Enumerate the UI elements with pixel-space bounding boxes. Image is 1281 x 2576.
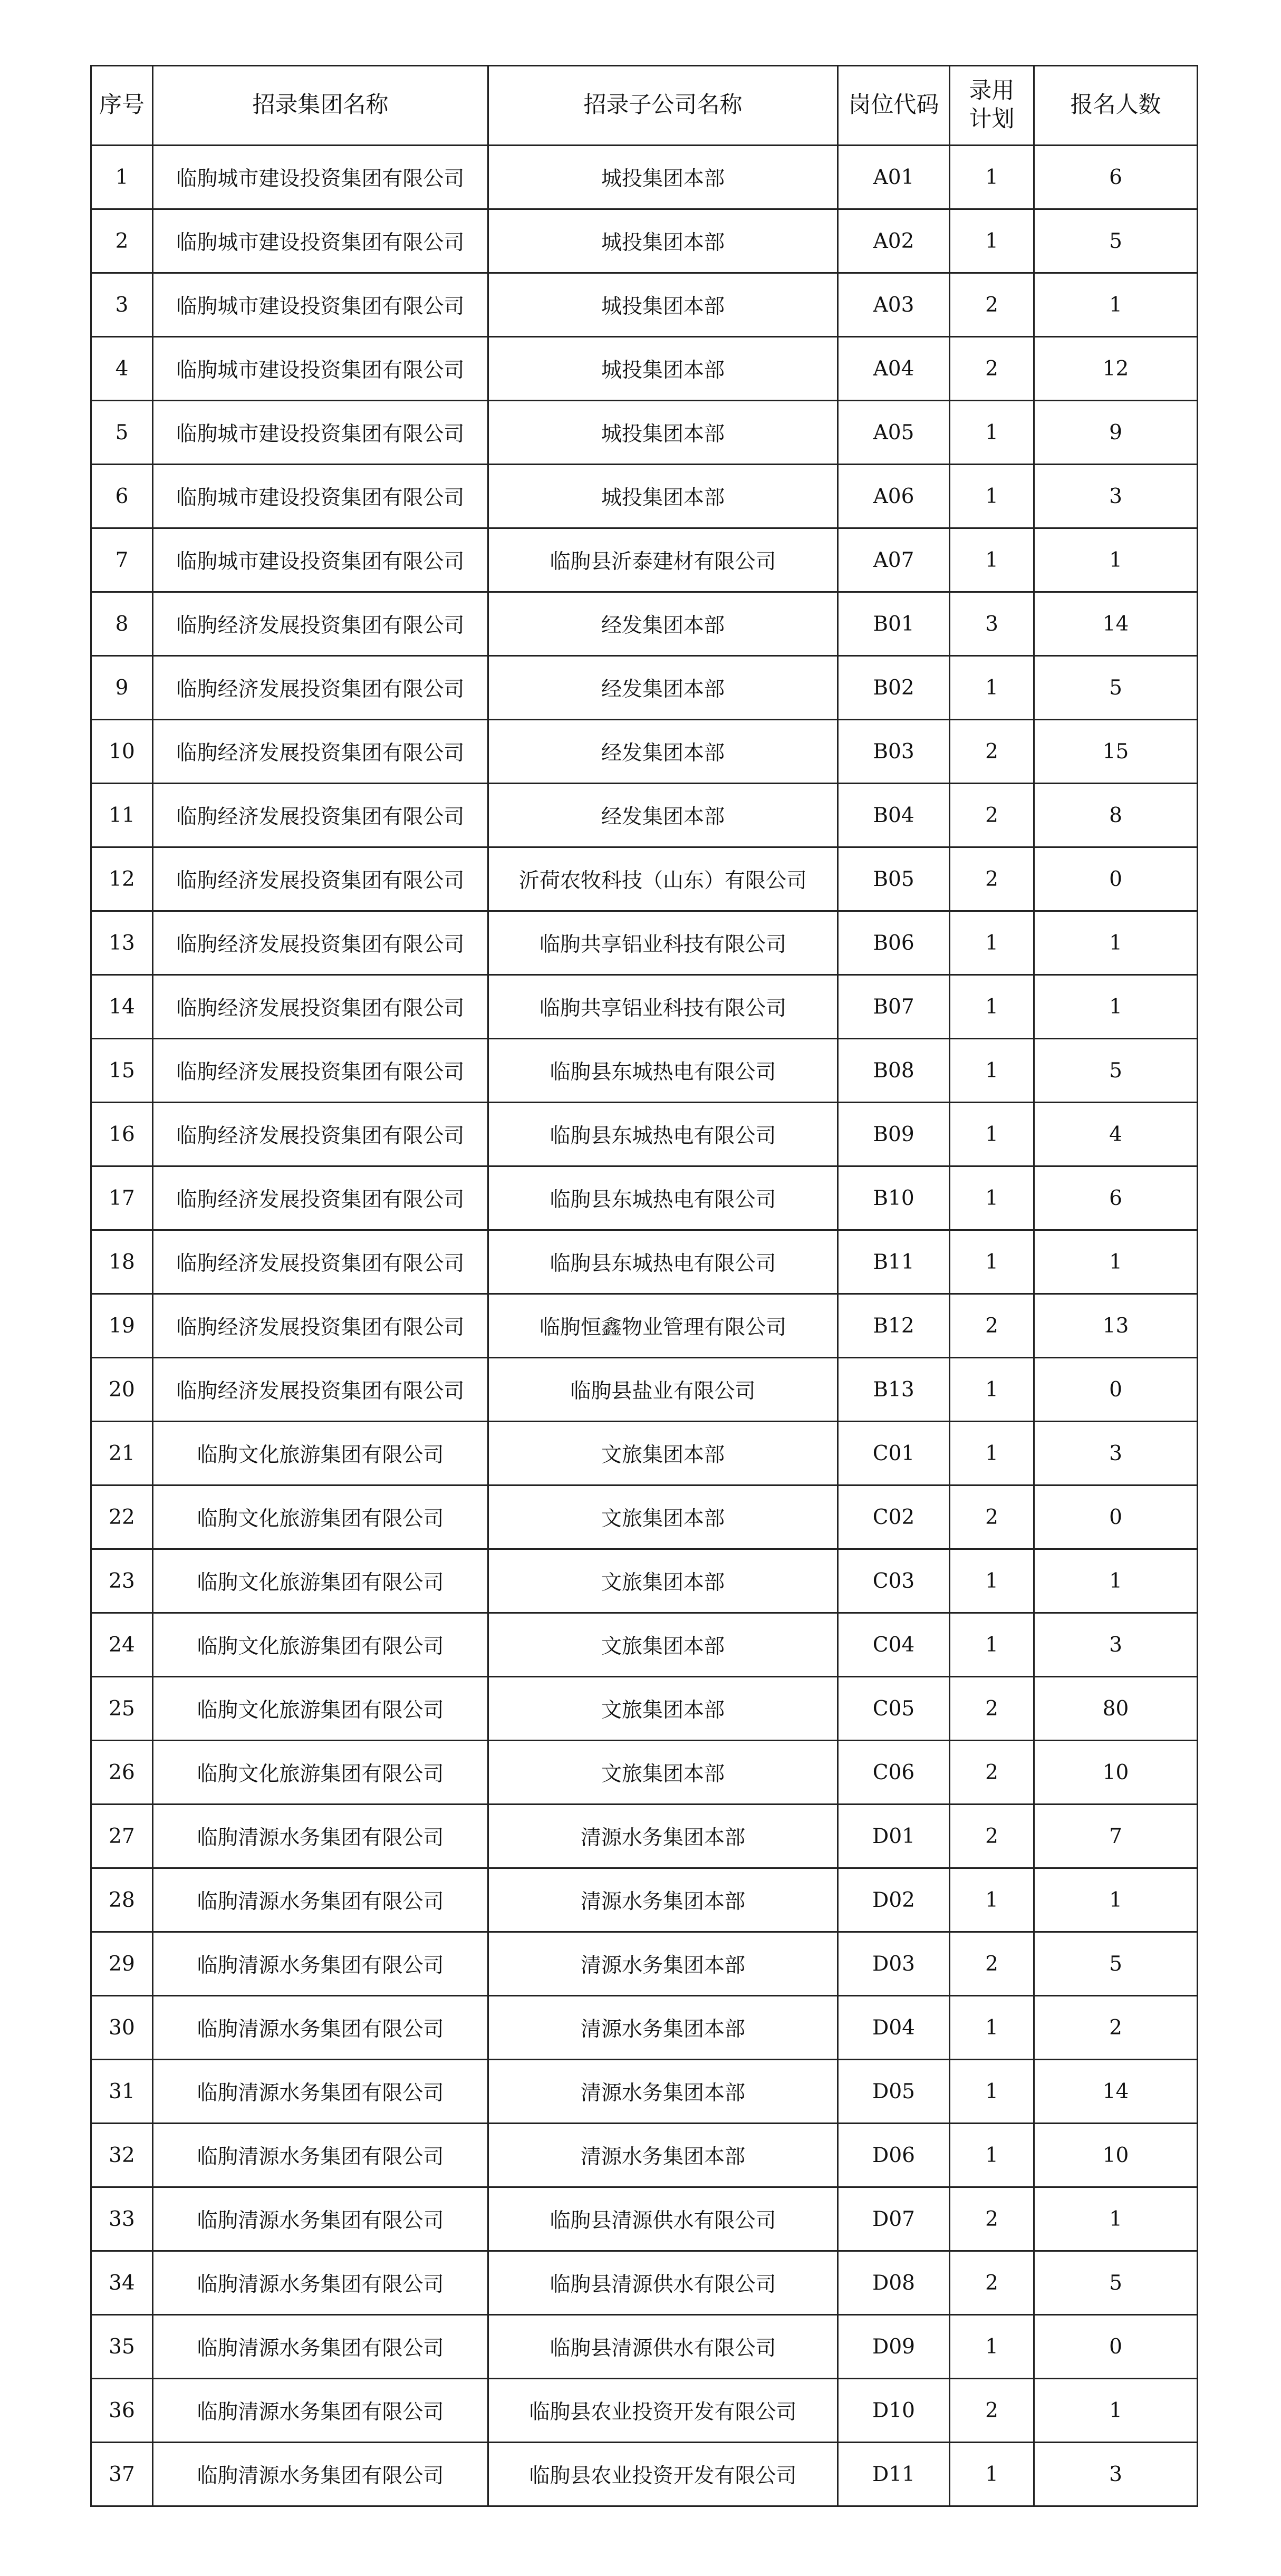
cell-code: B10 (838, 1166, 950, 1230)
cell-subsidiary: 城投集团本部 (488, 273, 838, 337)
cell-seq: 35 (91, 2315, 153, 2379)
cell-seq: 7 (91, 528, 153, 592)
cell-subsidiary: 临朐县东城热电有限公司 (488, 1103, 838, 1166)
header-subsidiary: 招录子公司名称 (488, 66, 838, 146)
cell-applicants: 80 (1034, 1677, 1198, 1741)
cell-plan: 1 (950, 1613, 1034, 1677)
cell-code: A04 (838, 337, 950, 401)
cell-plan: 1 (950, 656, 1034, 720)
cell-group: 临朐清源水务集团有限公司 (153, 1868, 488, 1932)
cell-group: 临朐清源水务集团有限公司 (153, 2187, 488, 2251)
cell-subsidiary: 临朐共享铝业科技有限公司 (488, 975, 838, 1039)
cell-subsidiary: 临朐县盐业有限公司 (488, 1358, 838, 1422)
cell-code: B11 (838, 1230, 950, 1294)
table-row (91, 2443, 1198, 2506)
table-row (91, 465, 1198, 528)
cell-code: D03 (838, 1932, 950, 1996)
cell-code: A07 (838, 528, 950, 592)
cell-code: B12 (838, 1294, 950, 1358)
cell-group: 临朐清源水务集团有限公司 (153, 2315, 488, 2379)
table-row (91, 1103, 1198, 1166)
cell-applicants: 12 (1034, 337, 1198, 401)
cell-code: B01 (838, 592, 950, 656)
table-header (91, 66, 1198, 146)
cell-plan: 2 (950, 1741, 1034, 1805)
cell-group: 临朐文化旅游集团有限公司 (153, 1422, 488, 1485)
cell-seq: 32 (91, 2124, 153, 2187)
cell-seq: 31 (91, 2060, 153, 2124)
table-row (91, 592, 1198, 656)
table-row (91, 1932, 1198, 1996)
cell-code: D02 (838, 1868, 950, 1932)
cell-plan: 1 (950, 1422, 1034, 1485)
cell-group: 临朐经济发展投资集团有限公司 (153, 1039, 488, 1103)
cell-code: B03 (838, 720, 950, 784)
cell-seq: 17 (91, 1166, 153, 1230)
cell-plan: 2 (950, 1485, 1034, 1549)
cell-plan: 2 (950, 2251, 1034, 2315)
table-row (91, 1868, 1198, 1932)
cell-subsidiary: 文旅集团本部 (488, 1613, 838, 1677)
table-row (91, 847, 1198, 911)
cell-subsidiary: 清源水务集团本部 (488, 1868, 838, 1932)
cell-seq: 14 (91, 975, 153, 1039)
cell-applicants: 1 (1034, 2187, 1198, 2251)
cell-subsidiary: 城投集团本部 (488, 146, 838, 209)
cell-subsidiary: 城投集团本部 (488, 401, 838, 465)
cell-seq: 9 (91, 656, 153, 720)
cell-subsidiary: 清源水务集团本部 (488, 2060, 838, 2124)
cell-group: 临朐经济发展投资集团有限公司 (153, 975, 488, 1039)
cell-group: 临朐经济发展投资集团有限公司 (153, 911, 488, 975)
table-row (91, 656, 1198, 720)
table-row (91, 528, 1198, 592)
cell-seq: 24 (91, 1613, 153, 1677)
cell-plan: 1 (950, 465, 1034, 528)
cell-group: 临朐城市建设投资集团有限公司 (153, 209, 488, 273)
cell-group: 临朐城市建设投资集团有限公司 (153, 337, 488, 401)
cell-group: 临朐清源水务集团有限公司 (153, 1932, 488, 1996)
table-row (91, 784, 1198, 847)
cell-subsidiary: 城投集团本部 (488, 465, 838, 528)
cell-plan: 2 (950, 2379, 1034, 2443)
cell-group: 临朐经济发展投资集团有限公司 (153, 1103, 488, 1166)
table-row (91, 1485, 1198, 1549)
cell-applicants: 10 (1034, 2124, 1198, 2187)
cell-group: 临朐城市建设投资集团有限公司 (153, 528, 488, 592)
cell-code: C04 (838, 1613, 950, 1677)
cell-seq: 15 (91, 1039, 153, 1103)
cell-code: A03 (838, 273, 950, 337)
cell-seq: 33 (91, 2187, 153, 2251)
cell-group: 临朐清源水务集团有限公司 (153, 2060, 488, 2124)
table-row (91, 1805, 1198, 1868)
cell-applicants: 1 (1034, 911, 1198, 975)
cell-seq: 21 (91, 1422, 153, 1485)
cell-group: 临朐经济发展投资集团有限公司 (153, 592, 488, 656)
cell-applicants: 1 (1034, 273, 1198, 337)
cell-code: B06 (838, 911, 950, 975)
cell-subsidiary: 文旅集团本部 (488, 1485, 838, 1549)
cell-code: B09 (838, 1103, 950, 1166)
cell-plan: 1 (950, 975, 1034, 1039)
header-group: 招录集团名称 (153, 66, 488, 146)
cell-group: 临朐清源水务集团有限公司 (153, 2443, 488, 2506)
cell-code: D10 (838, 2379, 950, 2443)
header-plan-line1: 录用 (969, 78, 1015, 104)
table-row (91, 2060, 1198, 2124)
cell-plan: 1 (950, 146, 1034, 209)
cell-plan: 1 (950, 1166, 1034, 1230)
cell-group: 临朐文化旅游集团有限公司 (153, 1741, 488, 1805)
cell-plan: 1 (950, 1358, 1034, 1422)
cell-code: A05 (838, 401, 950, 465)
cell-applicants: 1 (1034, 1230, 1198, 1294)
cell-plan: 2 (950, 273, 1034, 337)
cell-plan: 1 (950, 1103, 1034, 1166)
cell-applicants: 15 (1034, 720, 1198, 784)
cell-group: 临朐城市建设投资集团有限公司 (153, 146, 488, 209)
cell-seq: 26 (91, 1741, 153, 1805)
cell-code: D01 (838, 1805, 950, 1868)
cell-seq: 13 (91, 911, 153, 975)
cell-group: 临朐经济发展投资集团有限公司 (153, 847, 488, 911)
cell-applicants: 14 (1034, 592, 1198, 656)
cell-plan: 1 (950, 2443, 1034, 2506)
table-row (91, 146, 1198, 209)
cell-plan: 1 (950, 1230, 1034, 1294)
cell-applicants: 0 (1034, 2315, 1198, 2379)
cell-plan: 1 (950, 2060, 1034, 2124)
cell-seq: 3 (91, 273, 153, 337)
cell-subsidiary: 临朐县清源供水有限公司 (488, 2315, 838, 2379)
cell-code: B13 (838, 1358, 950, 1422)
table-row (91, 911, 1198, 975)
cell-plan: 1 (950, 1868, 1034, 1932)
cell-plan: 1 (950, 209, 1034, 273)
cell-plan: 2 (950, 784, 1034, 847)
cell-subsidiary: 临朐县东城热电有限公司 (488, 1166, 838, 1230)
table-row (91, 401, 1198, 465)
cell-seq: 29 (91, 1932, 153, 1996)
cell-subsidiary: 清源水务集团本部 (488, 1932, 838, 1996)
header-row (91, 66, 1198, 146)
cell-group: 临朐清源水务集团有限公司 (153, 2251, 488, 2315)
cell-subsidiary: 沂荷农牧科技（山东）有限公司 (488, 847, 838, 911)
table-row (91, 1549, 1198, 1613)
cell-applicants: 6 (1034, 1166, 1198, 1230)
cell-applicants: 1 (1034, 1549, 1198, 1613)
cell-seq: 37 (91, 2443, 153, 2506)
table-row (91, 1294, 1198, 1358)
cell-code: C05 (838, 1677, 950, 1741)
cell-applicants: 6 (1034, 146, 1198, 209)
cell-group: 临朐城市建设投资集团有限公司 (153, 401, 488, 465)
cell-seq: 36 (91, 2379, 153, 2443)
cell-subsidiary: 经发集团本部 (488, 720, 838, 784)
cell-applicants: 3 (1034, 465, 1198, 528)
cell-code: C02 (838, 1485, 950, 1549)
cell-plan: 1 (950, 401, 1034, 465)
table-row (91, 209, 1198, 273)
cell-subsidiary: 清源水务集团本部 (488, 1996, 838, 2060)
cell-subsidiary: 城投集团本部 (488, 337, 838, 401)
cell-applicants: 13 (1034, 1294, 1198, 1358)
cell-code: A06 (838, 465, 950, 528)
cell-seq: 4 (91, 337, 153, 401)
cell-applicants: 5 (1034, 209, 1198, 273)
cell-group: 临朐清源水务集团有限公司 (153, 2124, 488, 2187)
table-row (91, 273, 1198, 337)
header-code: 岗位代码 (838, 66, 950, 146)
cell-code: C01 (838, 1422, 950, 1485)
cell-subsidiary: 临朐县农业投资开发有限公司 (488, 2379, 838, 2443)
cell-applicants: 3 (1034, 2443, 1198, 2506)
cell-seq: 22 (91, 1485, 153, 1549)
cell-applicants: 5 (1034, 2251, 1198, 2315)
table-row (91, 1613, 1198, 1677)
cell-code: D07 (838, 2187, 950, 2251)
cell-applicants: 0 (1034, 1485, 1198, 1549)
cell-applicants: 2 (1034, 1996, 1198, 2060)
cell-code: D06 (838, 2124, 950, 2187)
cell-subsidiary: 文旅集团本部 (488, 1422, 838, 1485)
cell-plan: 2 (950, 720, 1034, 784)
cell-group: 临朐清源水务集团有限公司 (153, 2379, 488, 2443)
table-row (91, 1996, 1198, 2060)
cell-applicants: 8 (1034, 784, 1198, 847)
cell-seq: 11 (91, 784, 153, 847)
cell-group: 临朐文化旅游集团有限公司 (153, 1485, 488, 1549)
cell-plan: 2 (950, 337, 1034, 401)
cell-plan: 2 (950, 1677, 1034, 1741)
table-row (91, 1358, 1198, 1422)
table-row (91, 1230, 1198, 1294)
table-row (91, 2251, 1198, 2315)
cell-group: 临朐文化旅游集团有限公司 (153, 1677, 488, 1741)
cell-applicants: 7 (1034, 1805, 1198, 1868)
cell-applicants: 4 (1034, 1103, 1198, 1166)
cell-code: C03 (838, 1549, 950, 1613)
cell-code: C06 (838, 1741, 950, 1805)
cell-seq: 16 (91, 1103, 153, 1166)
cell-plan: 1 (950, 528, 1034, 592)
cell-code: A01 (838, 146, 950, 209)
cell-subsidiary: 城投集团本部 (488, 209, 838, 273)
cell-code: D04 (838, 1996, 950, 2060)
cell-subsidiary: 经发集团本部 (488, 784, 838, 847)
cell-subsidiary: 文旅集团本部 (488, 1677, 838, 1741)
cell-group: 临朐经济发展投资集团有限公司 (153, 784, 488, 847)
cell-seq: 18 (91, 1230, 153, 1294)
cell-code: A02 (838, 209, 950, 273)
cell-subsidiary: 清源水务集团本部 (488, 1805, 838, 1868)
cell-plan: 3 (950, 592, 1034, 656)
header-plan-line2: 计划 (969, 106, 1015, 132)
cell-code: D08 (838, 2251, 950, 2315)
table-row (91, 2124, 1198, 2187)
cell-plan: 2 (950, 1932, 1034, 1996)
table-row (91, 1039, 1198, 1103)
cell-seq: 20 (91, 1358, 153, 1422)
cell-seq: 25 (91, 1677, 153, 1741)
cell-applicants: 5 (1034, 656, 1198, 720)
cell-subsidiary: 临朐县农业投资开发有限公司 (488, 2443, 838, 2506)
cell-seq: 5 (91, 401, 153, 465)
cell-seq: 19 (91, 1294, 153, 1358)
cell-group: 临朐清源水务集团有限公司 (153, 1996, 488, 2060)
cell-seq: 23 (91, 1549, 153, 1613)
table-row (91, 1422, 1198, 1485)
cell-subsidiary: 经发集团本部 (488, 656, 838, 720)
cell-applicants: 0 (1034, 1358, 1198, 1422)
cell-subsidiary: 临朐恒鑫物业管理有限公司 (488, 1294, 838, 1358)
cell-applicants: 1 (1034, 528, 1198, 592)
cell-applicants: 10 (1034, 1741, 1198, 1805)
cell-group: 临朐经济发展投资集团有限公司 (153, 1358, 488, 1422)
cell-seq: 27 (91, 1805, 153, 1868)
cell-applicants: 1 (1034, 2379, 1198, 2443)
cell-plan: 1 (950, 1549, 1034, 1613)
cell-group: 临朐城市建设投资集团有限公司 (153, 465, 488, 528)
cell-subsidiary: 临朐县清源供水有限公司 (488, 2187, 838, 2251)
table-row (91, 2187, 1198, 2251)
cell-group: 临朐经济发展投资集团有限公司 (153, 720, 488, 784)
table-row (91, 1166, 1198, 1230)
cell-group: 临朐经济发展投资集团有限公司 (153, 1230, 488, 1294)
cell-group: 临朐文化旅游集团有限公司 (153, 1549, 488, 1613)
table-row (91, 975, 1198, 1039)
cell-subsidiary: 清源水务集团本部 (488, 2124, 838, 2187)
cell-code: B04 (838, 784, 950, 847)
cell-applicants: 1 (1034, 975, 1198, 1039)
cell-plan: 1 (950, 2124, 1034, 2187)
cell-group: 临朐经济发展投资集团有限公司 (153, 656, 488, 720)
table-row (91, 1741, 1198, 1805)
cell-applicants: 5 (1034, 1932, 1198, 1996)
header-plan (950, 66, 1034, 146)
header-applicants: 报名人数 (1034, 66, 1198, 146)
cell-subsidiary: 经发集团本部 (488, 592, 838, 656)
cell-code: B02 (838, 656, 950, 720)
cell-subsidiary: 文旅集团本部 (488, 1741, 838, 1805)
cell-plan: 2 (950, 1805, 1034, 1868)
cell-plan: 2 (950, 847, 1034, 911)
cell-plan: 1 (950, 911, 1034, 975)
cell-code: D09 (838, 2315, 950, 2379)
cell-group: 临朐清源水务集团有限公司 (153, 1805, 488, 1868)
cell-plan: 1 (950, 1996, 1034, 2060)
cell-group: 临朐经济发展投资集团有限公司 (153, 1294, 488, 1358)
cell-code: D05 (838, 2060, 950, 2124)
cell-code: B07 (838, 975, 950, 1039)
cell-applicants: 3 (1034, 1422, 1198, 1485)
cell-plan: 1 (950, 1039, 1034, 1103)
cell-subsidiary: 临朐县东城热电有限公司 (488, 1039, 838, 1103)
table-row (91, 1677, 1198, 1741)
cell-seq: 6 (91, 465, 153, 528)
cell-plan: 2 (950, 2187, 1034, 2251)
cell-seq: 12 (91, 847, 153, 911)
cell-applicants: 5 (1034, 1039, 1198, 1103)
cell-seq: 8 (91, 592, 153, 656)
table-row (91, 2379, 1198, 2443)
table-row (91, 720, 1198, 784)
cell-subsidiary: 临朐县清源供水有限公司 (488, 2251, 838, 2315)
recruitment-table (90, 65, 1198, 2507)
cell-code: B08 (838, 1039, 950, 1103)
cell-applicants: 14 (1034, 2060, 1198, 2124)
cell-group: 临朐城市建设投资集团有限公司 (153, 273, 488, 337)
cell-applicants: 3 (1034, 1613, 1198, 1677)
table-row (91, 2315, 1198, 2379)
cell-seq: 30 (91, 1996, 153, 2060)
cell-subsidiary: 临朐县东城热电有限公司 (488, 1230, 838, 1294)
cell-plan: 2 (950, 1294, 1034, 1358)
cell-code: B05 (838, 847, 950, 911)
cell-subsidiary: 文旅集团本部 (488, 1549, 838, 1613)
cell-seq: 2 (91, 209, 153, 273)
cell-plan: 1 (950, 2315, 1034, 2379)
cell-seq: 34 (91, 2251, 153, 2315)
cell-code: D11 (838, 2443, 950, 2506)
cell-group: 临朐文化旅游集团有限公司 (153, 1613, 488, 1677)
cell-seq: 28 (91, 1868, 153, 1932)
cell-applicants: 0 (1034, 847, 1198, 911)
cell-subsidiary: 临朐县沂泰建材有限公司 (488, 528, 838, 592)
cell-group: 临朐经济发展投资集团有限公司 (153, 1166, 488, 1230)
cell-applicants: 1 (1034, 1868, 1198, 1932)
table-body (91, 146, 1198, 2506)
cell-seq: 1 (91, 146, 153, 209)
cell-applicants: 9 (1034, 401, 1198, 465)
cell-seq: 10 (91, 720, 153, 784)
cell-subsidiary: 临朐共享铝业科技有限公司 (488, 911, 838, 975)
table-row (91, 337, 1198, 401)
header-seq: 序号 (91, 66, 153, 146)
